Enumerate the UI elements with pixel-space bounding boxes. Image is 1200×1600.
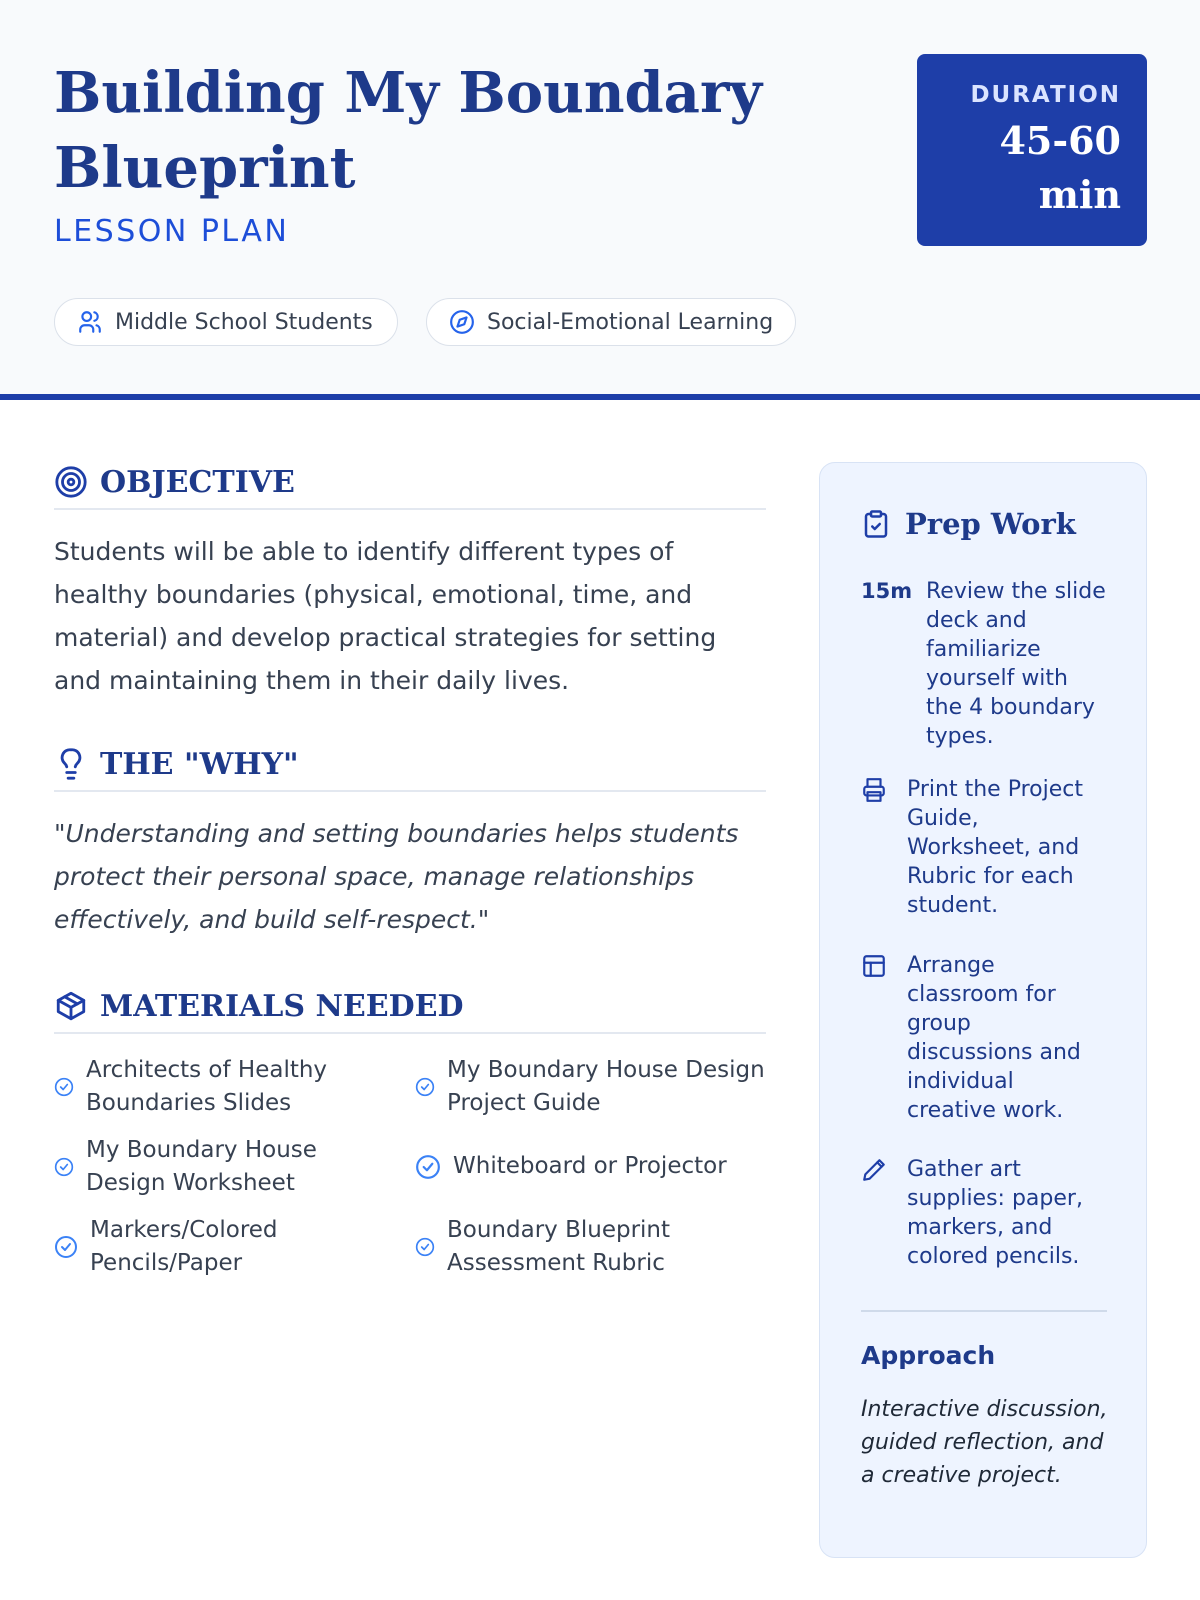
approach-title: Approach [861, 1341, 996, 1370]
prep-heading [861, 507, 1076, 541]
objective-title: OBJECTIVE [100, 464, 295, 500]
pencil-icon [861, 1155, 907, 1191]
material-item [54, 1054, 394, 1120]
why-quote: "Understanding and setting boundaries helps students protect their personal space, manage relationships effectively, and build self-respect." [54, 819, 739, 934]
prep-item-text: Review the slide deck and familiarize yourself with the 4 boundary types. [926, 579, 1106, 749]
check-circle-icon [54, 1235, 78, 1259]
lesson-header [0, 0, 1200, 400]
material-label: Architects of Healthy Boundaries Slides [86, 1057, 328, 1116]
page-subtitle: LESSON PLAN [54, 214, 290, 249]
duration-box [917, 54, 1147, 246]
check-circle-icon [415, 1237, 435, 1257]
audience-tag-label: Middle School Students [115, 309, 373, 335]
material-label: Whiteboard or Projector [453, 1153, 727, 1179]
materials-title: MATERIALS NEEDED [100, 988, 464, 1024]
compass-icon [449, 309, 475, 335]
users-icon [77, 309, 103, 335]
check-circle-icon [415, 1154, 441, 1180]
why-title: THE "WHY" [100, 746, 299, 782]
prep-time: 15m [861, 579, 913, 603]
check-circle-icon [415, 1077, 435, 1097]
subject-tag [426, 298, 796, 346]
material-item [54, 1134, 399, 1200]
materials-heading [54, 980, 766, 1034]
layout-icon [861, 951, 907, 987]
objective-text: Students will be able to identify different types of healthy boundaries (physical, emotional, time, and material) and develop practical strategies for setting and maintaining them in their daily lives. [54, 537, 717, 695]
target-icon [54, 465, 88, 499]
objective-heading [54, 456, 766, 510]
material-item [415, 1214, 770, 1280]
audience-tag [54, 298, 398, 346]
duration-value: 45-60 min [999, 118, 1121, 217]
sidebar-divider [861, 1310, 1107, 1312]
prep-item-text: Print the Project Guide, Worksheet, and Rubric for each student. [907, 777, 1083, 918]
printer-icon [861, 775, 907, 811]
prep-title: Prep Work [905, 507, 1076, 541]
prep-item [861, 577, 1109, 751]
prep-item [861, 951, 1093, 1125]
material-label: My Boundary House Design Worksheet [86, 1137, 317, 1196]
prep-item [861, 775, 1093, 920]
prep-item-text: Gather art supplies: paper, markers, and colored pencils. [907, 1157, 1083, 1269]
approach-text: Interactive discussion, guided reflection, and a creative project. [861, 1397, 1108, 1488]
why-heading [54, 738, 766, 792]
subject-tag-label: Social-Emotional Learning [487, 309, 774, 335]
prep-item-text: Arrange classroom for group discussions and individual creative work. [907, 953, 1081, 1123]
clipboard-check-icon [861, 509, 891, 539]
material-label: My Boundary House Design Project Guide [447, 1057, 765, 1116]
material-label: Boundary Blueprint Assessment Rubric [447, 1217, 671, 1276]
material-item [54, 1214, 394, 1280]
material-label: Markers/Colored Pencils/Paper [90, 1217, 278, 1276]
lightbulb-icon [54, 747, 88, 781]
prep-sidebar [819, 462, 1147, 1558]
check-circle-icon [54, 1077, 74, 1097]
box-icon [54, 989, 88, 1023]
page-title: Building My Boundary Blueprint [54, 60, 763, 201]
material-item [415, 1054, 770, 1120]
prep-item [861, 1155, 1093, 1271]
material-item [415, 1150, 770, 1183]
check-circle-icon [54, 1157, 74, 1177]
duration-label: DURATION [970, 82, 1121, 108]
